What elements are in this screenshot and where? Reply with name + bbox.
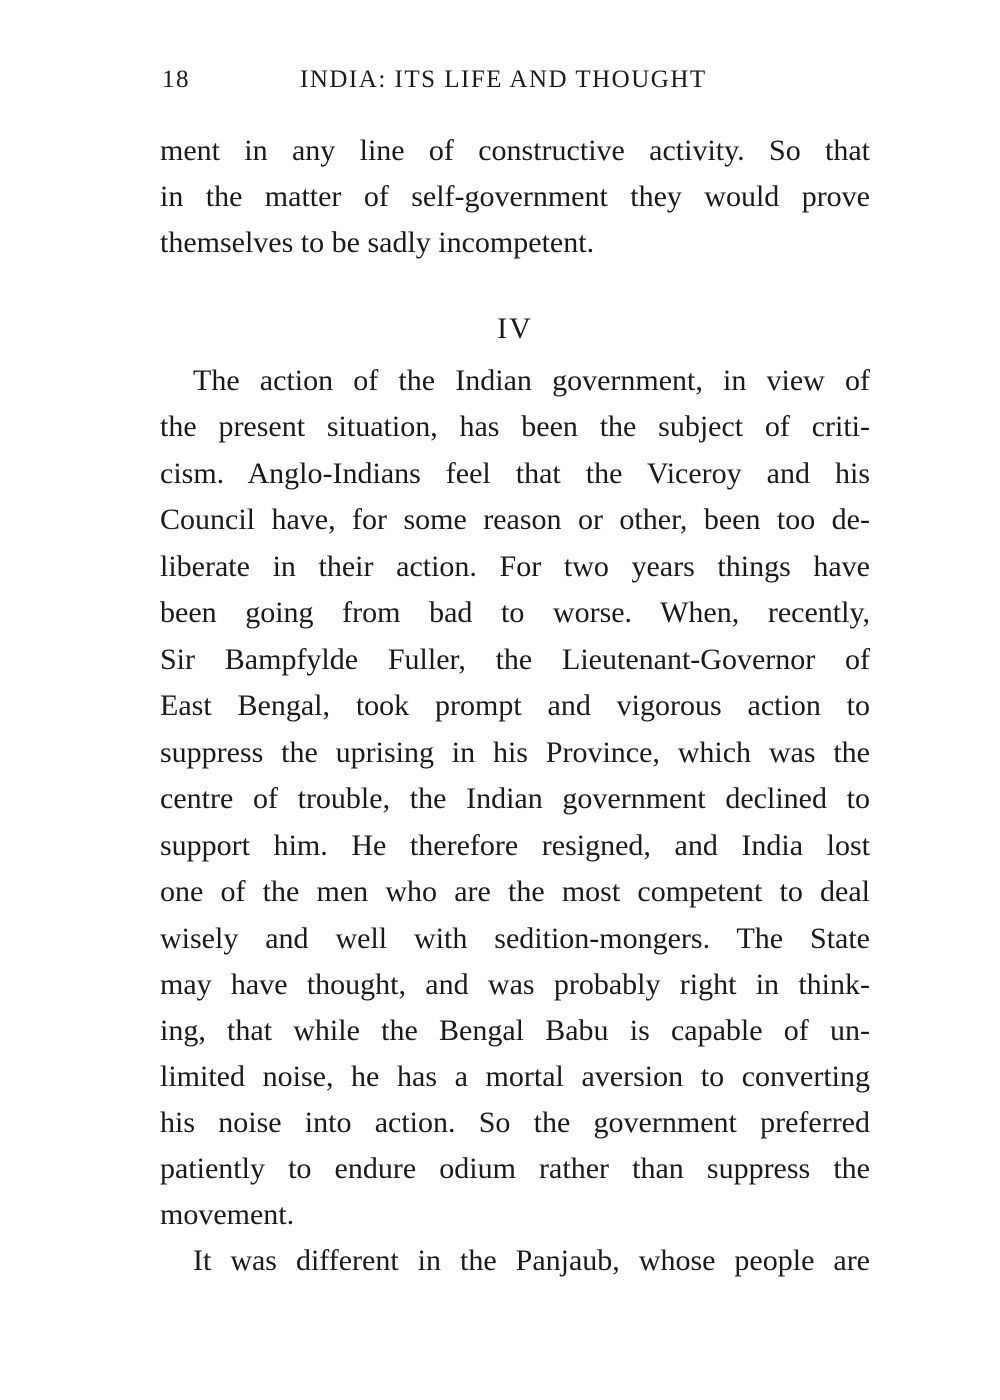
text-line: movement. bbox=[160, 1198, 295, 1231]
page-header bbox=[160, 66, 870, 106]
text-line: limited noise, he has a mortal aversion to converting bbox=[160, 1060, 870, 1093]
page-number: 18 bbox=[162, 66, 190, 93]
text-line: ment in any line of constructive activity. So that bbox=[160, 134, 870, 167]
text-line: in the matter of self-government they would prove bbox=[160, 180, 870, 213]
section-heading: IV bbox=[497, 312, 533, 345]
text-line: his noise into action. So the government preferred bbox=[160, 1106, 870, 1139]
text-line: ing, that while the Bengal Babu is capable of un- bbox=[160, 1014, 870, 1047]
text-line: centre of trouble, the Indian government declined to bbox=[160, 782, 870, 815]
text-line: Council have, for some reason or other, been too de- bbox=[160, 503, 870, 536]
text-line: themselves to be sadly incompetent. bbox=[160, 226, 595, 259]
text-line: cism. Anglo-Indians feel that the Viceroy and his bbox=[160, 457, 870, 490]
text-line: liberate in their action. For two years things have bbox=[160, 550, 870, 583]
text-line: the present situation, has been the subject of criti- bbox=[160, 410, 870, 443]
text-line: The action of the Indian government, in view of bbox=[193, 364, 870, 397]
text-line: It was different in the Panjaub, whose people are bbox=[193, 1244, 870, 1277]
text-line: patiently to endure odium rather than suppress the bbox=[160, 1152, 870, 1185]
text-line: one of the men who are the most competent to deal bbox=[160, 875, 870, 908]
text-line: may have thought, and was probably right in think- bbox=[160, 968, 870, 1001]
running-title: INDIA: ITS LIFE AND THOUGHT bbox=[300, 66, 707, 93]
text-line: wisely and well with sedition-mongers. The State bbox=[160, 922, 870, 955]
text-line: support him. He therefore resigned, and India lost bbox=[160, 829, 870, 862]
text-line: suppress the uprising in his Province, which was the bbox=[160, 736, 870, 769]
text-line: Sir Bampfylde Fuller, the Lieutenant-Governor of bbox=[160, 643, 870, 676]
text-line: East Bengal, took prompt and vigorous action to bbox=[160, 689, 870, 722]
text-line: been going from bad to worse. When, recently, bbox=[160, 596, 870, 629]
